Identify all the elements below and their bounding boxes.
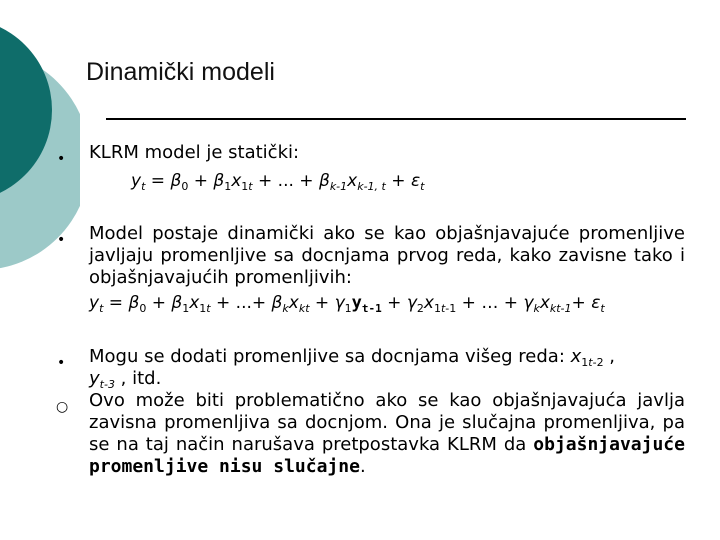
slide-title: Dinamički modeli <box>86 58 275 86</box>
bullet-1-equation: $y_t = \beta_0 + \beta_1x_{1t}$ + ... + $\beta_{k-1}x_{k-1, t} + \varepsilon_t$ <box>131 171 425 193</box>
bullet-marker-3: • <box>57 355 66 371</box>
bullet-3-text: Mogu se dodati promenljive sa docnjama višeg reda: $x_{1t-2}$ , $y_{t-3}$ , itd. <box>89 346 616 391</box>
bullet-marker-1: • <box>57 151 66 167</box>
bullet-2-text: Model postaje dinamički ako se kao objašnjavajuće promenljive javljaju promenljive sa docnjama prvog reda, kako zavisne tako i objašnjavajućih promenljivih: <box>89 223 685 288</box>
title-underline <box>106 118 686 120</box>
bullet-4-bold: objašnjavajuće promenljive nisu slučajne <box>89 434 685 477</box>
bullet-marker-2: • <box>57 232 66 248</box>
bullet-4-text <box>89 390 685 478</box>
bullet-2-equation: $y_t = \beta_0 + \beta_1x_{1t}$ + ...+ $\beta_kx_{kt} + \gamma_1y_{t-1} + \gamma_2x_{1t-1}$ + … + $\gamma_kx_{kt-1}+ \varepsilon_t$ <box>89 293 605 315</box>
decorative-circles <box>0 0 80 280</box>
bullet-4-body: Ovo može biti problematično ako se kao objašnjavajuća javlja zavisna promenljiva sa docnjom. Ona je slučajna promenljiva, pa se na taj način narušava pretpostavka KLRM da <box>89 390 685 455</box>
bullet-marker-4: ○ <box>56 399 69 415</box>
bullet-4-end: . <box>359 456 366 477</box>
bullet-1-text: KLRM model je statički: <box>89 142 300 163</box>
